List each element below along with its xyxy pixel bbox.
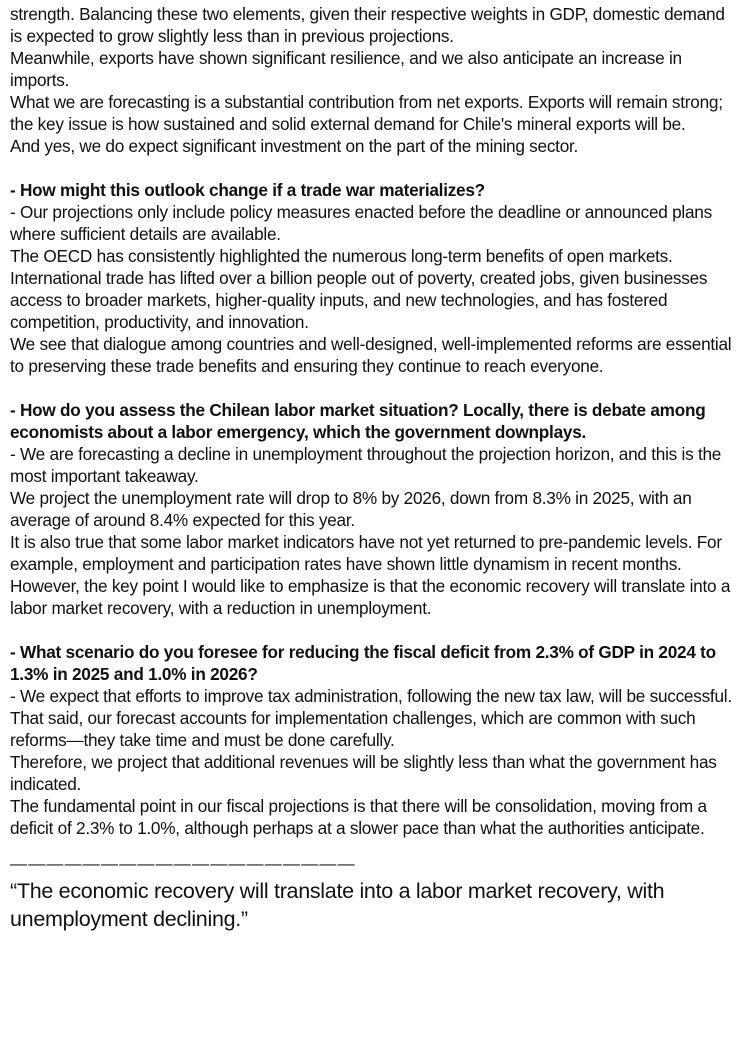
interview-answer: We project the unemployment rate will drop to 8% by 2026, down from 8.3% in 2025, with an average of around 8.4% expected for this year. — [10, 488, 692, 530]
intro-paragraph: strength. Balancing these two elements, given their respective weights in GDP, domestic demand is expected to grow slightly less than in previous projections. — [10, 4, 725, 46]
interview-answer: We see that dialogue among countries and well-designed, well-implemented reforms are essential to preserving these trade benefits and ensuring they continue to reach everyone. — [10, 334, 732, 376]
interview-answer: However, the key point I would like to emphasize is that the economic recovery will translate into a labor market recovery, with a reduction in unemployment. — [10, 576, 731, 618]
section-divider: ——————————————————— — [10, 854, 356, 873]
spacer — [10, 157, 740, 179]
intro-paragraph: What we are forecasting is a substantial contribution from net exports. Exports will remain strong; the key issue is how sustained and solid external demand for Chile's mineral exports will be. — [10, 92, 723, 134]
intro-paragraph: And yes, we do expect significant investment on the part of the mining sector. — [10, 136, 579, 156]
interview-question: - How do you assess the Chilean labor market situation? Locally, there is debate among economists about a labor emergency, which the government downplays. — [10, 400, 706, 442]
interview-question: - How might this outlook change if a trade war materializes? — [10, 180, 485, 200]
interview-question: - What scenario do you foresee for reducing the fiscal deficit from 2.3% of GDP in 2024 to 1.3% in 2025 and 1.0% in 2026? — [10, 642, 716, 684]
interview-answer: Therefore, we project that additional revenues will be slightly less than what the government has indicated. — [10, 752, 717, 794]
interview-answer: It is also true that some labor market indicators have not yet returned to pre-pandemic levels. For example, employment and participation rates have shown little dynamism in recent months. — [10, 532, 722, 574]
intro-paragraph: Meanwhile, exports have shown significant resilience, and we also anticipate an increase in imports. — [10, 48, 682, 90]
spacer — [10, 619, 740, 641]
pull-quote: “The economic recovery will translate into a labor market recovery, with unemployment declining.” — [10, 879, 665, 931]
qa-trade-war — [10, 179, 740, 377]
interview-answer: The fundamental point in our fiscal projections is that there will be consolidation, moving from a deficit of 2.3% to 1.0%, although perhaps at a slower pace than what the authorities anticipate. — [10, 796, 707, 838]
interview-answer: The OECD has consistently highlighted the numerous long-term benefits of open markets. International trade has lifted over a billion people out of poverty, created jobs, given businesses access to broader markets, higher-quality inputs, and new technologies, and has fostered competition, productivity, and innovation. — [10, 246, 708, 332]
interview-answer: - We expect that efforts to improve tax administration, following the new tax law, will be successful. That said, our forecast accounts for implementation challenges, which are common with such reforms—they take time and must be done carefully. — [10, 686, 732, 750]
interview-answer: - Our projections only include policy measures enacted before the deadline or announced plans where sufficient details are available. — [10, 202, 712, 244]
interview-answer: - We are forecasting a decline in unemployment throughout the projection horizon, and this is the most important takeaway. — [10, 444, 722, 486]
qa-fiscal-deficit — [10, 641, 740, 839]
article-body — [0, 3, 750, 933]
spacer — [10, 377, 740, 399]
qa-labor-market — [10, 399, 740, 619]
